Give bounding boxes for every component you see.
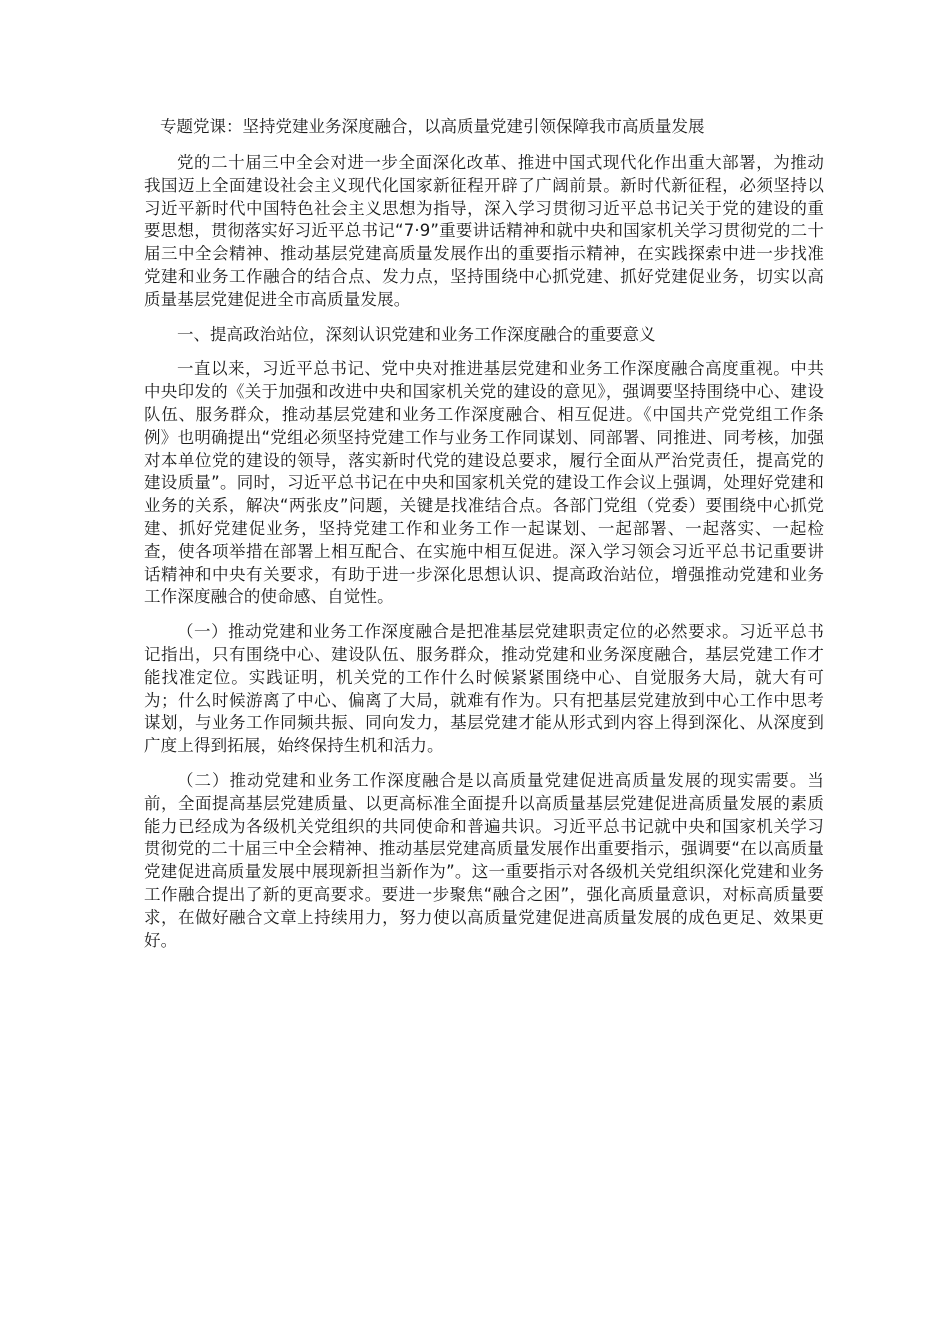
point-2-paragraph: （二）推动党建和业务工作深度融合是以高质量党建促进高质量发展的现实需要。当前，全面提高基层党建质量、以更高标准全面提升以高质量基层党建促进高质量发展的素质能力已经成为各级机关党组织的共同使命和普遍共识。习近平总书记就中央和国家机关学习贯彻党的二十届三中全会精神、推动基层党建高质量发展作出重要指示，强调要“在以高质量党建促进高质量发展中展现新担当新作为”。这一重要指示对各级机关党组织深化党建和业务工作融合提出了新的更高要求。要进一步聚焦“融合之困”，强化高质量意识，对标高质量要求，在做好融合文章上持续用力，努力使以高质量党建促进高质量发展的成色更足、效果更好。 <box>144 770 824 950</box>
document-title: 专题党课：坚持党建业务深度融合，以高质量党建引领保障我市高质量发展 <box>160 117 705 136</box>
document-page <box>144 114 824 964</box>
point-1-paragraph: （一）推动党建和业务工作深度融合是把准基层党建职责定位的必然要求。习近平总书记指出，只有围绕中心、建设队伍、服务群众，推动党建和业务深度融合，基层党建工作才能找准定位。实践证明，机关党的工作什么时候紧紧围绕中心、自觉服务大局，就大有可为；什么时候游离了中心、偏离了大局，就难有作为。只有把基层党建放到中心工作中思考谋划，与业务工作同频共振、同向发力，基层党建才能从形式到内容上得到深化、从深度到广度上得到拓展，始终保持生机和活力。 <box>144 622 824 756</box>
section-1-body: 一直以来，习近平总书记、党中央对推进基层党建和业务工作深度融合高度重视。中共中央印发的《关于加强和改进中央和国家机关党的建设的意见》，强调要坚持围绕中心、建设队伍、服务群众，推动基层党建和业务工作深度融合、相互促进。《中国共产党党组工作条例》也明确提出“党组必须坚持党建工作与业务工作同谋划、同部署、同推进、同考核，加强对本单位党的建设的领导，落实新时代党的建设总要求，履行全面从严治党责任，提高党的建设质量”。同时，习近平总书记在中央和国家机关党的建设工作会议上强调，处理好党建和业务的关系，解决“两张皮”问题，关键是找准结合点。各部门党组（党委）要围绕中心抓党建、抓好党建促业务，坚持党建工作和业务工作一起谋划、一起部署、一起落实、一起检查，使各项举措在部署上相互配合、在实施中相互促进。深入学习领会习近平总书记重要讲话精神和中央有关要求，有助于进一步深化思想认识、提高政治站位，增强推动党建和业务工作深度融合的使命感、自觉性。 <box>144 359 824 607</box>
intro-paragraph: 党的二十届三中全会对进一步全面深化改革、推进中国式现代化作出重大部署，为推动我国迈上全面建设社会主义现代化国家新征程开辟了广阔前景。新时代新征程，必须坚持以习近平新时代中国特色社会主义思想为指导，深入学习贯彻习近平总书记关于党的建设的重要思想，贯彻落实好习近平总书记“7·9”重要讲话精神和就中央和国家机关学习贯彻党的二十届三中全会精神、推动基层党建高质量发展作出的重要指示精神，在实践探索中进一步找准党建和业务工作融合的结合点、发力点，坚持围绕中心抓党建、抓好党建促业务，切实以高质量基层党建促进全市高质量发展。 <box>144 153 824 309</box>
section-1-heading: 一、提高政治站位，深刻认识党建和业务工作深度融合的重要意义 <box>177 324 656 344</box>
